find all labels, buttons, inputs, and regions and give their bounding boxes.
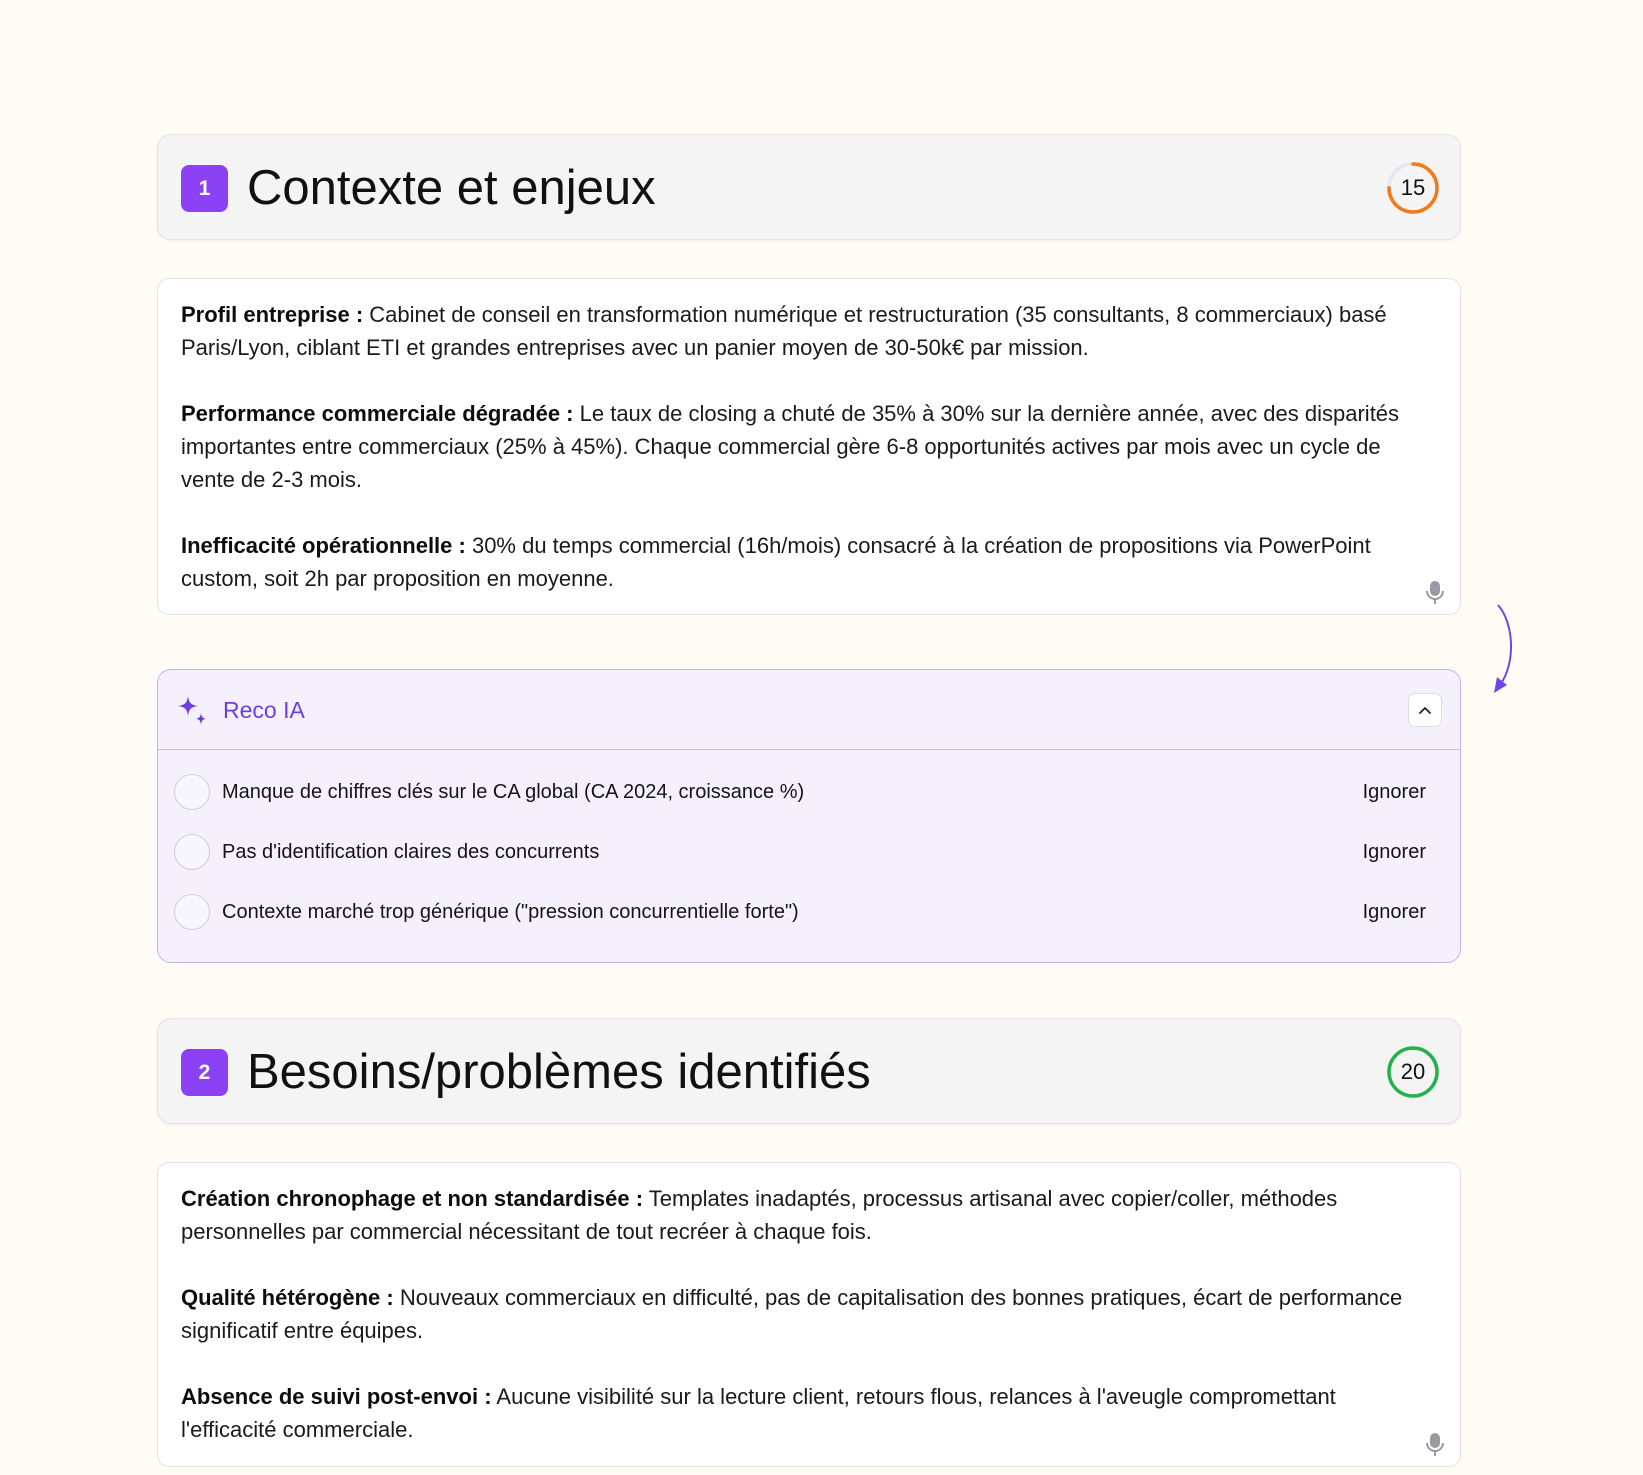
reco-item-text: Manque de chiffres clés sur le CA global (CA 2024, croissance %) (222, 781, 805, 803)
paragraph-text: Templates inadaptés, processus artisanal avec copier/coller, méthodes personnelles par commercial nécessitant de tout recréer à chaque fois. (181, 1186, 1338, 1244)
score-ring (1386, 161, 1440, 215)
ignore-button[interactable]: Ignorer (1362, 781, 1426, 803)
score-value: 15 (1400, 175, 1426, 200)
score-ring (1386, 1045, 1440, 1099)
collapse-button[interactable] (1408, 693, 1442, 727)
paragraph-label: Absence de suivi post-envoi : (181, 1384, 492, 1409)
section-number-badge: 1 (181, 165, 228, 212)
paragraph-label: Inefficacité opérationnelle : (181, 533, 466, 558)
reco-item-text: Contexte marché trop générique ("pression concurrentielle forte") (222, 901, 799, 923)
paragraph (181, 1281, 1437, 1347)
ignore-button[interactable]: Ignorer (1362, 901, 1426, 923)
reco-item (158, 892, 1460, 932)
reco-checkbox[interactable] (174, 894, 210, 930)
sparkle-icon (176, 694, 210, 728)
reco-ia-header[interactable] (158, 670, 1460, 750)
paragraph (181, 298, 1437, 364)
section-header-2 (157, 1018, 1461, 1124)
paragraph-text: Aucune visibilité sur la lecture client, retours flous, relances à l'aveugle compromettant l'efficacité commerciale. (181, 1384, 1336, 1442)
microphone-icon[interactable] (1423, 1431, 1447, 1457)
score-value: 20 (1400, 1059, 1426, 1084)
paragraph-text: Cabinet de conseil en transformation numérique et restructuration (35 consultants, 8 commerciaux) basé Paris/Lyon, ciblant ETI et grandes entreprises avec un panier moyen de 30-50k€ par mission. (181, 302, 1387, 360)
section-content-1[interactable] (157, 278, 1461, 615)
paragraph-text: 30% du temps commercial (16h/mois) consacré à la création de propositions via PowerPoint custom, soit 2h par proposition en moyenne. (181, 533, 1371, 591)
paragraph (181, 397, 1437, 496)
section-number-badge: 2 (181, 1049, 228, 1096)
chevron-up-icon (1418, 705, 1432, 715)
reco-ia-title: Reco IA (223, 697, 305, 723)
paragraph (181, 1380, 1437, 1446)
section-title: Contexte et enjeux (247, 161, 656, 215)
microphone-icon[interactable] (1423, 579, 1447, 605)
paragraph (181, 1182, 1437, 1248)
paragraph (181, 529, 1437, 595)
reco-checkbox[interactable] (174, 774, 210, 810)
section-title: Besoins/problèmes identifiés (247, 1045, 871, 1099)
paragraph-label: Création chronophage et non standardisée : (181, 1186, 644, 1211)
reco-checkbox[interactable] (174, 834, 210, 870)
ignore-button[interactable]: Ignorer (1362, 841, 1426, 863)
section-header-1 (157, 134, 1461, 240)
paragraph-label: Profil entreprise : (181, 302, 364, 327)
reco-item-text: Pas d'identification claires des concurrents (222, 841, 600, 863)
reco-item (158, 832, 1460, 872)
paragraph-label: Qualité hétérogène : (181, 1285, 394, 1310)
section-content-2[interactable] (157, 1162, 1461, 1467)
paragraph-text: Nouveaux commerciaux en difficulté, pas de capitalisation des bonnes pratiques, écart de performance significatif entre équipes. (181, 1285, 1403, 1343)
paragraph-text: Le taux de closing a chuté de 35% à 30% sur la dernière année, avec des disparités importantes entre commerciaux (25% à 45%). Chaque commercial gère 6-8 opportunités actives par mois avec un cycle de vente de 2-3 mois. (181, 401, 1400, 492)
curved-arrow-icon (1490, 601, 1520, 697)
reco-ia-panel (157, 669, 1461, 963)
reco-item (158, 772, 1460, 812)
paragraph-label: Performance commerciale dégradée : (181, 401, 574, 426)
